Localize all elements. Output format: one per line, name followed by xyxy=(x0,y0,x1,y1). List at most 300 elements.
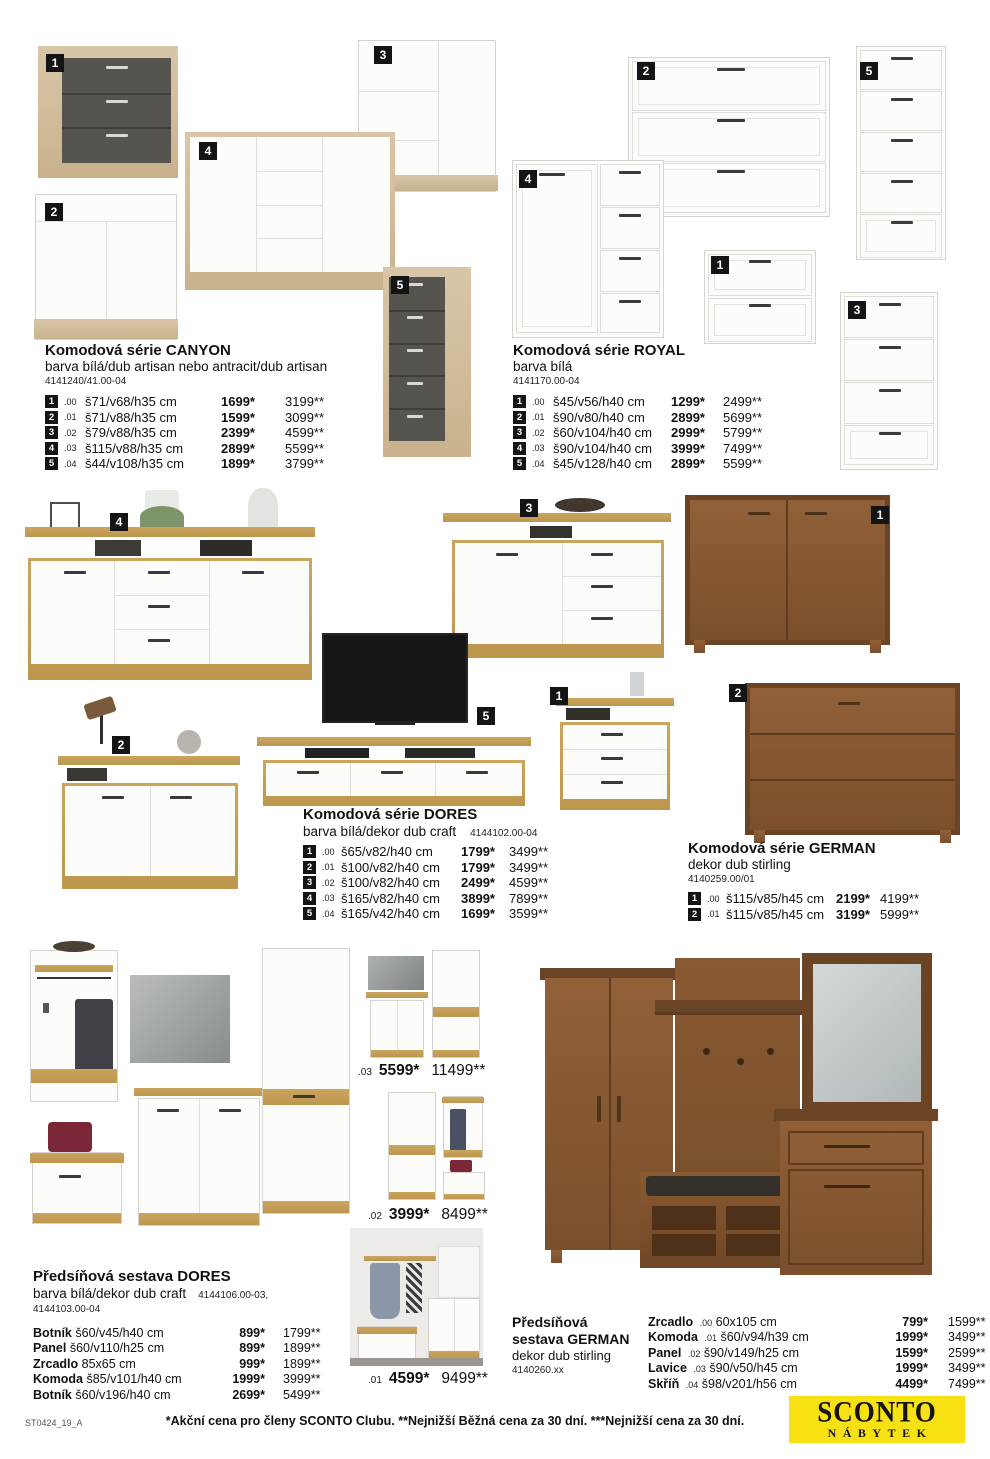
row-badge: 4 xyxy=(513,442,526,455)
row-variant: .02 xyxy=(322,877,335,888)
dores-hall-mirror-image xyxy=(130,975,230,1063)
royal-title: Komodová série ROYAL xyxy=(513,342,685,359)
drawer-divider xyxy=(62,127,171,129)
german-hall-rows xyxy=(648,1314,986,1392)
panel-line xyxy=(397,1001,398,1057)
panel-line xyxy=(454,1299,455,1359)
row-badge: 3 xyxy=(303,876,316,889)
royal-badge-4: 4 xyxy=(519,170,537,188)
row-price: 1699* xyxy=(221,394,255,410)
drawer xyxy=(844,425,934,465)
row-price: 3199* xyxy=(836,906,870,922)
dores-badge-4: 4 xyxy=(110,513,128,531)
row-variant: .01 xyxy=(64,412,77,423)
row-badge: 2 xyxy=(45,411,58,424)
drawer-handle xyxy=(824,1145,870,1148)
door-handle xyxy=(64,571,86,574)
row-dims: š165/v42/h40 cm xyxy=(341,906,441,922)
bench-top xyxy=(30,1153,124,1163)
row-variant: .03 xyxy=(322,893,335,904)
drawer-handle xyxy=(891,57,913,60)
row-old-price: 2599** xyxy=(948,1345,986,1360)
item-name: Botník xyxy=(33,1325,72,1340)
item-variant: .03 xyxy=(693,1364,706,1375)
row-old-price: 4199** xyxy=(880,891,920,907)
item-name: Botník xyxy=(33,1387,72,1402)
drawer xyxy=(844,382,934,424)
spec-row xyxy=(513,394,803,410)
body xyxy=(62,783,238,889)
row-price: 1899* xyxy=(221,456,255,472)
row-price: 2899* xyxy=(671,409,705,425)
drawer-panel xyxy=(638,118,820,156)
row-old-price: 4599** xyxy=(509,875,549,891)
row-badge: 2 xyxy=(303,861,316,874)
drawer-handle xyxy=(591,553,613,556)
decor-tv-stand xyxy=(375,721,415,725)
dores-sku: 4144102.00-04 xyxy=(470,828,538,839)
row-price: 1799* xyxy=(461,859,495,875)
royal-info xyxy=(513,342,803,472)
combo-old-price: 9499** xyxy=(441,1370,488,1387)
plinth xyxy=(263,1201,349,1213)
row-variant: .04 xyxy=(64,458,77,469)
spec-row xyxy=(688,891,983,907)
panel-line xyxy=(563,774,667,775)
row-old-price: 1899** xyxy=(283,1341,321,1356)
german-hall-sku: 4140260.xx xyxy=(512,1365,564,1376)
panel-line xyxy=(562,610,661,611)
decor-bust xyxy=(248,488,278,528)
coat-hook xyxy=(703,1048,710,1055)
bench-cubby xyxy=(652,1234,716,1256)
drawer-panel xyxy=(638,67,820,105)
drawer-panel xyxy=(850,431,928,459)
item-dims: š60/v94/h39 cm xyxy=(720,1330,809,1345)
row-item xyxy=(648,1346,880,1360)
door-divider xyxy=(786,500,788,640)
royal-subtitle: barva bílá xyxy=(513,359,573,374)
row-item xyxy=(33,1341,209,1355)
dores-hall-komoda-image xyxy=(138,1098,260,1226)
plinth xyxy=(371,1050,423,1057)
panel-line xyxy=(114,561,115,664)
spec-row xyxy=(688,907,983,923)
logo-text-sconto: SCONTO xyxy=(817,1395,937,1428)
drawer-handle xyxy=(407,349,423,352)
wood-strip xyxy=(433,1007,479,1017)
decor-media-player xyxy=(405,748,475,758)
dores-title: Komodová série DORES xyxy=(303,806,478,823)
row-variant: .00 xyxy=(532,396,545,407)
royal-specs xyxy=(513,394,803,472)
panel-line xyxy=(209,561,210,664)
decor-tv xyxy=(322,633,468,723)
plinth xyxy=(139,1213,259,1225)
door-divider xyxy=(609,978,611,1250)
row-old-price: 7499** xyxy=(948,1376,986,1391)
german-hall-mirror xyxy=(802,953,932,1113)
item-dims: š90/v149/h25 cm xyxy=(703,1345,800,1360)
top-shelf xyxy=(134,1088,264,1096)
door-panel xyxy=(522,170,592,327)
row-price: 899* xyxy=(239,1341,265,1356)
drawer xyxy=(860,173,942,213)
combo-price-03 xyxy=(358,1062,485,1080)
panel-line xyxy=(435,763,436,796)
bench-top xyxy=(357,1327,417,1334)
row-badge: 3 xyxy=(513,426,526,439)
gh-row xyxy=(648,1345,986,1361)
item-variant: .02 xyxy=(687,1348,701,1359)
row-price: 1599* xyxy=(895,1345,928,1360)
combo-old-price: 11499** xyxy=(431,1062,486,1079)
dores-hall-info xyxy=(33,1268,363,1403)
row-item xyxy=(33,1357,209,1371)
spec-row xyxy=(45,394,355,410)
canyon-badge-3: 3 xyxy=(374,46,392,64)
drawer-handle xyxy=(601,757,623,760)
footer-disclaimer: *Akční cena pro členy SCONTO Clubu. **Nejnižší Běžná cena za 30 dní. ***Nejnižší cena za 30 dní. xyxy=(165,1414,745,1428)
row-old-price: 7899** xyxy=(509,890,549,906)
drawer xyxy=(632,61,826,111)
row-variant: .01 xyxy=(532,412,545,423)
mini-tall-cabinet xyxy=(432,950,480,1058)
decor-hat xyxy=(555,498,605,512)
row-price: 2999* xyxy=(671,425,705,441)
row-dims: š165/v82/h40 cm xyxy=(341,890,441,906)
front xyxy=(563,725,667,799)
combo-variant: .01 xyxy=(368,1375,382,1386)
row-badge: 1 xyxy=(513,395,526,408)
german-hall-title2: sestava GERMAN xyxy=(512,1331,630,1347)
drawer-handle xyxy=(749,260,771,263)
row-old-price: 5499** xyxy=(283,1387,321,1402)
row-dims: š45/v128/h40 cm xyxy=(553,456,653,472)
top-shelf xyxy=(556,698,674,706)
mini-bench xyxy=(443,1172,485,1200)
row-old-price: 5599** xyxy=(285,440,325,456)
coat-hook xyxy=(43,1003,49,1013)
row-old-price: 5599** xyxy=(723,456,763,472)
drawer-handle xyxy=(891,221,913,224)
door-handle xyxy=(157,1109,179,1112)
row-dims: š60/v104/h40 cm xyxy=(553,425,653,441)
german-hall-title1: Předsíňová xyxy=(512,1314,588,1330)
canyon-sideboard4-front xyxy=(190,137,390,272)
row-price: 2399* xyxy=(221,425,255,441)
drawer-handle xyxy=(106,66,128,69)
row-old-price: 4599** xyxy=(285,425,325,441)
row-badge: 5 xyxy=(303,907,316,920)
dores-hall-subtitle: barva bílá/dekor dub craft xyxy=(33,1286,187,1301)
drawer-handle xyxy=(601,733,623,736)
cabinet-top xyxy=(774,1109,938,1121)
decor-books xyxy=(67,768,107,781)
german-hall-photo xyxy=(530,945,932,1293)
item-dims: š60/v110/h25 cm xyxy=(69,1341,165,1356)
handle xyxy=(293,1095,315,1098)
decor-plant xyxy=(140,506,184,528)
row-item xyxy=(33,1388,209,1402)
drawer-handle xyxy=(879,432,901,435)
dores-badge-1: 1 xyxy=(550,687,568,705)
hall-row xyxy=(33,1387,363,1403)
leg xyxy=(551,1250,562,1263)
row-price: 4499* xyxy=(895,1376,928,1391)
mini-wall-panel xyxy=(438,1246,480,1298)
spec-row xyxy=(45,456,355,472)
mini-mirror xyxy=(368,956,424,990)
row-old-price: 5699** xyxy=(723,409,763,425)
dores-badge-2: 2 xyxy=(112,736,130,754)
spec-row xyxy=(513,425,803,441)
top-board xyxy=(257,737,531,746)
door-handle xyxy=(824,1185,870,1188)
row-old-price: 2499** xyxy=(723,394,763,410)
decor-books xyxy=(95,540,141,556)
mini-bench xyxy=(358,1326,416,1362)
item-dims: š60/v196/h40 cm xyxy=(75,1387,171,1402)
leg xyxy=(694,640,705,653)
row-variant: .01 xyxy=(322,862,335,873)
row-item xyxy=(33,1372,209,1386)
german-sku: 4140259.00/01 xyxy=(688,874,755,885)
drawer-handle xyxy=(407,382,423,385)
spec-row xyxy=(303,860,613,876)
hall-row xyxy=(33,1325,363,1341)
row-price: 1999* xyxy=(895,1361,928,1376)
combo-old-price: 8499** xyxy=(441,1206,488,1223)
row-dims: š115/v85/h45 cm xyxy=(726,891,825,907)
door-handle xyxy=(219,1109,241,1112)
row-old-price: 3799** xyxy=(285,456,325,472)
canyon-badge-1: 1 xyxy=(46,54,64,72)
drawer xyxy=(860,214,942,258)
row-old-price: 1599** xyxy=(948,1314,986,1329)
front xyxy=(65,786,235,876)
row-variant: .02 xyxy=(532,427,545,438)
item-name: Komoda xyxy=(33,1372,83,1387)
panel-line xyxy=(256,205,322,206)
door-handle xyxy=(748,512,770,515)
drawer xyxy=(600,293,660,333)
drawer-handle xyxy=(619,257,641,260)
row-dims: š115/v88/h35 cm xyxy=(85,440,184,456)
royal-badge-3: 3 xyxy=(848,301,866,319)
panel-line xyxy=(563,749,667,750)
decor-books xyxy=(566,708,610,720)
dores-hall-rows xyxy=(33,1325,363,1403)
bench-cubby xyxy=(652,1206,716,1230)
row-dims: š100/v82/h40 cm xyxy=(341,875,441,891)
top-shelf xyxy=(443,513,671,522)
drawer xyxy=(600,164,660,206)
hall-row xyxy=(33,1341,363,1357)
drawer-handle xyxy=(891,98,913,101)
door-handle xyxy=(617,1096,621,1122)
item-name: Skříň xyxy=(648,1376,680,1391)
german-hall-info xyxy=(512,1314,632,1377)
drawer-panel xyxy=(866,220,936,252)
canyon-badge-2: 2 xyxy=(45,203,63,221)
drawer-handle xyxy=(148,639,170,642)
canyon-subtitle: barva bílá/dub artisan nebo antracit/dub artisan xyxy=(45,359,328,374)
row-old-price: 3199** xyxy=(285,394,325,410)
decor-garment xyxy=(406,1263,422,1313)
decor-bag xyxy=(48,1122,92,1152)
page-code: ST0424_19_A xyxy=(25,1418,83,1428)
coat-rail xyxy=(37,977,111,979)
row-old-price: 3599** xyxy=(509,906,549,922)
row-price: 2699* xyxy=(232,1387,265,1402)
row-price: 2899* xyxy=(221,440,255,456)
row-price: 2899* xyxy=(671,456,705,472)
drawer-divider xyxy=(389,343,445,345)
logo-text-nabytek: NÁBYTEK xyxy=(827,1425,933,1440)
spec-row xyxy=(45,410,355,426)
door-handle xyxy=(539,173,565,176)
dores-hall-panel-image xyxy=(30,950,118,1102)
row-old-price: 3999** xyxy=(283,1372,321,1387)
canyon-badge-5: 5 xyxy=(391,276,409,294)
mini-panel xyxy=(443,1096,483,1158)
german-chest2-image xyxy=(745,683,960,835)
row-variant: .00 xyxy=(322,846,335,857)
row-badge: 2 xyxy=(513,411,526,424)
wood-strip xyxy=(389,1145,435,1155)
german-badge-1: 1 xyxy=(871,506,889,524)
dores-cabinet2-image xyxy=(55,700,245,892)
canyon-chest5-drawers xyxy=(389,277,445,441)
drawer-handle xyxy=(297,771,319,774)
combo-price-01 xyxy=(368,1370,488,1388)
body xyxy=(560,722,670,810)
mini-shelf xyxy=(366,992,428,998)
row-badge: 2 xyxy=(688,908,701,921)
drawer-handle xyxy=(148,571,170,574)
combo-price: 5599* xyxy=(378,1062,420,1079)
drawer-handle xyxy=(619,300,641,303)
front xyxy=(266,763,522,796)
drawer-divider xyxy=(389,375,445,377)
wood-strip xyxy=(31,1069,117,1083)
drawer-handle xyxy=(717,170,745,173)
combo-price: 3999* xyxy=(388,1206,430,1223)
row-old-price: 3499** xyxy=(948,1330,986,1345)
row-price: 1299* xyxy=(671,394,705,410)
row-old-price: 3499** xyxy=(948,1361,986,1376)
plinth xyxy=(433,1050,479,1057)
panel-line xyxy=(350,763,351,796)
dores-hall-tall-botnik-image xyxy=(262,948,350,1214)
canyon-title: Komodová série CANYON xyxy=(45,342,231,359)
coat-rail xyxy=(364,1256,436,1261)
item-dims: š85/v101/h40 cm xyxy=(86,1372,182,1387)
dores-specs xyxy=(303,844,613,922)
row-item xyxy=(648,1315,880,1329)
spec-row xyxy=(303,906,613,922)
mini-tall-cabinet xyxy=(388,1092,436,1200)
mini-cabinet xyxy=(370,1000,424,1058)
dores-chest1-image xyxy=(552,672,678,812)
drawer-handle xyxy=(407,283,423,286)
drawer-handle xyxy=(717,119,745,122)
german-sideboard1-image xyxy=(685,495,890,645)
front xyxy=(455,543,661,644)
item-name: Panel xyxy=(33,1341,67,1356)
drawer-handle xyxy=(838,702,860,705)
row-item xyxy=(33,1326,209,1340)
drawer-divider xyxy=(62,93,171,95)
dores-info xyxy=(303,806,613,922)
drawer-handle xyxy=(879,346,901,349)
row-item xyxy=(648,1377,880,1391)
row-item xyxy=(648,1361,880,1375)
drawer-handle xyxy=(466,771,488,774)
row-dims: š79/v88/h35 cm xyxy=(85,425,177,441)
floor-line xyxy=(350,1358,483,1366)
row-dims: š100/v82/h40 cm xyxy=(341,859,441,875)
drawer-handle xyxy=(749,304,771,307)
item-variant: .00 xyxy=(699,1317,713,1328)
item-name: Lavice xyxy=(648,1361,687,1376)
drawer-handle xyxy=(601,781,623,784)
row-price: 3899* xyxy=(461,890,495,906)
drawer-handle xyxy=(891,139,913,142)
row-old-price: 1799** xyxy=(283,1325,321,1340)
panel-line xyxy=(562,576,661,577)
panel-line xyxy=(256,171,322,172)
row-badge: 1 xyxy=(303,845,316,858)
dores-hall-bench-image xyxy=(32,1152,122,1224)
row-price: 1599* xyxy=(221,409,255,425)
drawer-handle xyxy=(381,771,403,774)
door xyxy=(516,164,598,333)
dores-hall-title: Předsíňová sestava DORES xyxy=(33,1268,231,1285)
combo-price: 4599* xyxy=(388,1370,430,1387)
panel-shelf xyxy=(655,1000,823,1012)
dores-subline xyxy=(303,823,613,841)
drawer xyxy=(788,1131,924,1165)
spec-row xyxy=(513,441,803,457)
drawer-handle xyxy=(717,68,745,71)
panel-line xyxy=(114,629,209,630)
german-hall-cabinet xyxy=(780,1117,932,1275)
spec-row xyxy=(303,875,613,891)
row-price: 899* xyxy=(239,1325,265,1340)
drawer-handle xyxy=(106,100,128,103)
german-hall-subtitle: dekor dub stirling xyxy=(512,1348,611,1363)
panel-line xyxy=(322,137,323,272)
item-variant: .04 xyxy=(685,1379,699,1390)
royal-badge-1: 1 xyxy=(711,256,729,274)
dores-badge-3: 3 xyxy=(520,499,538,517)
row-old-price: 5999** xyxy=(880,906,920,922)
canyon-sku: 4141240/41.00-04 xyxy=(45,376,127,387)
door-handle xyxy=(242,571,264,574)
spec-row xyxy=(45,441,355,457)
row-old-price: 3499** xyxy=(509,859,549,875)
door-handle xyxy=(496,553,518,556)
drawer-handle xyxy=(148,605,170,608)
bench-cushion xyxy=(646,1176,802,1196)
door-handle xyxy=(805,512,827,515)
combo-variant: .02 xyxy=(368,1211,382,1222)
drawer-handle xyxy=(879,389,901,392)
drawer-divider xyxy=(750,779,955,781)
row-variant: .03 xyxy=(532,443,545,454)
